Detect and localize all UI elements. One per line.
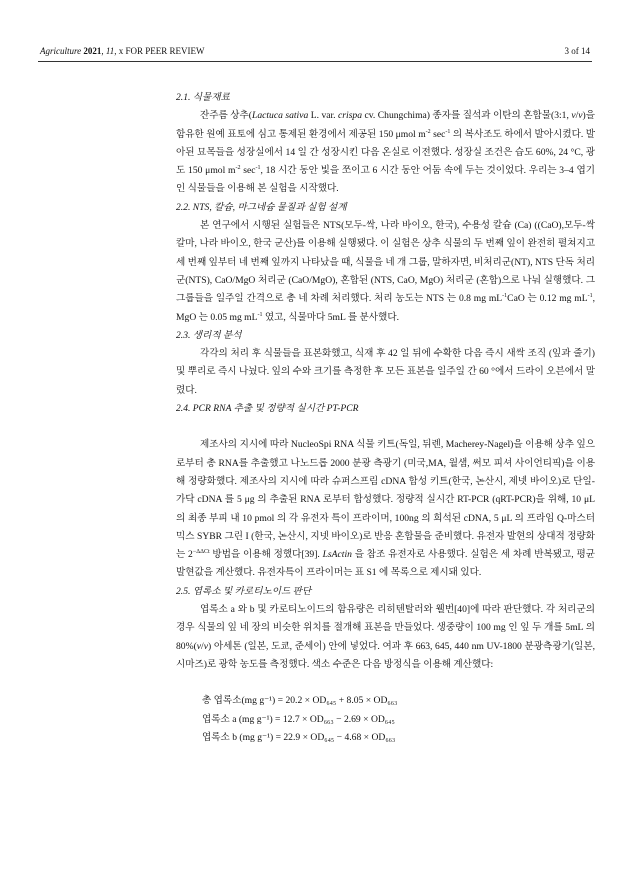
paragraph-plant-material: 잔주름 상추(Lactuca sativa L. var. crispa cv. Chungchima) 종자를 질석과 이탄의 혼합물(3:1, v/v)을 함유한 원예 표토에 심고 통제된 환경에서 제공된 150 μmol $m^{-2}$ $\sec^{-1}$ 의 복사조도 하에서 발아시켰다. 발아된 묘목들을 성장실에서 14 일 간 성장시킨 다음 온실로 이전했다. 성장실 조건은 습도 60%, 24 °C, 광도 150 μmol $m^{-2}$ $\sec^{-1}$, 18 시간 동안 빛을 쪼이고 6 시간 동안 어둠 속에 두는 것이었다. 우리는 3–4 엽기인 식물들을 이용해 본 실험을 시작했다.	[176, 110, 596, 195]
equation-chlorophyll-b: 엽록소 b (mg g⁻¹) = 22.9 × OD₆₄₅ − 4.68 × OD₆₆₃	[202, 731, 396, 743]
journal-citation: Agriculture 2021, 11, x FOR PEER REVIEW	[40, 46, 205, 56]
article-body	[176, 89, 595, 747]
section-title-plant-material: 2.1. 식물재료	[176, 92, 230, 103]
section-title-pcr: 2.4. PCR RNA 추출 및 정량적 실시간 PT-PCR	[176, 403, 359, 415]
spacer	[176, 418, 595, 436]
section-title-materials-design: 2.2. NTS, 칼슘, 마그네슘 물질과 실험 설계	[176, 201, 347, 213]
journal-volume: 11	[105, 46, 115, 56]
journal-name: Agriculture	[40, 46, 82, 56]
running-header	[40, 44, 590, 58]
paragraph-physiological: 각각의 처리 후 식물들을 표본화했고, 식재 후 42 일 뒤에 수확한 다음 즉시 새싹 조직 (잎과 줄기) 및 뿌리로 즉시 나눴다. 잎의 수와 크기를 측정한 후 모든 표본을 일주일 간 60 °에서 드라이 오븐에서 말렸다.	[176, 348, 595, 396]
equation-total-chlorophyll: 총 엽록소(mg g⁻¹) = 20.2 × OD₆₄₅ + 8.05 × OD₆₆₃	[202, 695, 398, 707]
paragraph-pcr: 제조사의 지시에 따라 NucleoSpi RNA 식물 키트(독일, 뒤렌, Macherey-Nagel)을 이용해 상추 잎으로부터 총 RNA를 추출했고 나노드롭 2000 분광 측광기 (미국,MA, 월샘, 써모 피셔 사이언티픽)을 이용해 정량화했다. 제조사의 지시에 따라 슈퍼스프림 cDNA 합성 키트(한국, 논산시, 제넷 바이오)로 단일-가닥 cDNA 를 5 μg 의 추출된 RNA 로부터 합성했다. 정량적 실시간 RT-PCR (qRT-PCR)을 위해, 10 μL 의 최종 부피 내 10 pmol 의 각 유전자 특이 프라이머, 100ng 의 희석된 cDNA, 5 μL 의 프라임 Q-마스터믹스 SYBR 그린 I (한국, 논산시, 지넷 바이오)로 반응 혼합물을 준비했다. 유전자 발현의 상대적 정량화는 $2^{-\Delta\Delta Ct}$ 방법을 이용해 정했다[39]. LsActin 을 참조 유전자로 사용했다. 실험은 세 차례 반복됐고, 평균 발현값을 계산했다. 유전자특이 프라이머는 표 S1 에 목록으로 제시돼 있다.	[176, 439, 595, 579]
paragraph-materials-design: 본 연구에서 시행된 실험들은 NTS(모두-싹, 나라 바이오, 한국), 수용성 칼슘 (Ca) ((CaO),모두-싹 칼마, 나라 바이오, 한국 군산)를 이용해 실행됐다. 이 실험은 상추 식물의 두 번째 잎이 완전히 펼쳐지고 세 번째 잎부터 네 번째 잎까지 나타났을 때, 식물을 네 개 그룹, 말하자면, 비처리군(NT), NTS 단독 처리군(NTS), CaO/MgO 처리군 (CaO/MgO), 혼합된 (NTS, CaO, MgO) 처리군 (혼합)으로 나눠 실행했다. 그 그룹들을 일주일 간격으로 총 네 차례 처리했다. 처리 농도는 NTS 는 0.8 mg $mL^{-1}CaO$ 는 0.12 mg $mL^{-1}$, MgO 는 0.05 mg $mL^{-1}$ 였고, 식물마다 5mL 를 분사했다.	[176, 220, 595, 323]
header-rule	[38, 61, 592, 62]
journal-year: 2021	[83, 46, 102, 56]
journal-suffix: x FOR PEER REVIEW	[118, 46, 205, 56]
spacer	[176, 674, 595, 692]
paragraph-chlorophyll: 엽록소 a 와 b 및 카로티노이드의 함유량은 리히텐탈러와 웰번[40]에 따라 판단했다. 각 처리군의 경우 식물의 잎 네 장의 비슷한 위치를 절개해 표본을 만들었다. 생중량이 100 mg 인 잎 두 개를 5mL 의 80%(v/v) 아세톤 (일본, 도쿄, 준세이) 안에 넣었다. 여과 후 663, 645, 440 nm UV-1800 분광측광기(일본, 시마즈)로 광학 농도를 측정했다. 색소 수준은 다음 방정식을 이용해 계산했다:	[176, 604, 595, 670]
section-title-chlorophyll: 2.5. 엽록소 및 카로티노이드 판단	[176, 585, 312, 597]
section-title-physiological: 2.3. 생리적 분석	[176, 329, 242, 341]
page-number: 3 of 14	[564, 46, 590, 56]
equation-chlorophyll-a: 엽록소 a (mg g⁻¹) = 12.7 × OD₆₆₃ − 2.69 × OD₆₄₅	[202, 713, 395, 725]
